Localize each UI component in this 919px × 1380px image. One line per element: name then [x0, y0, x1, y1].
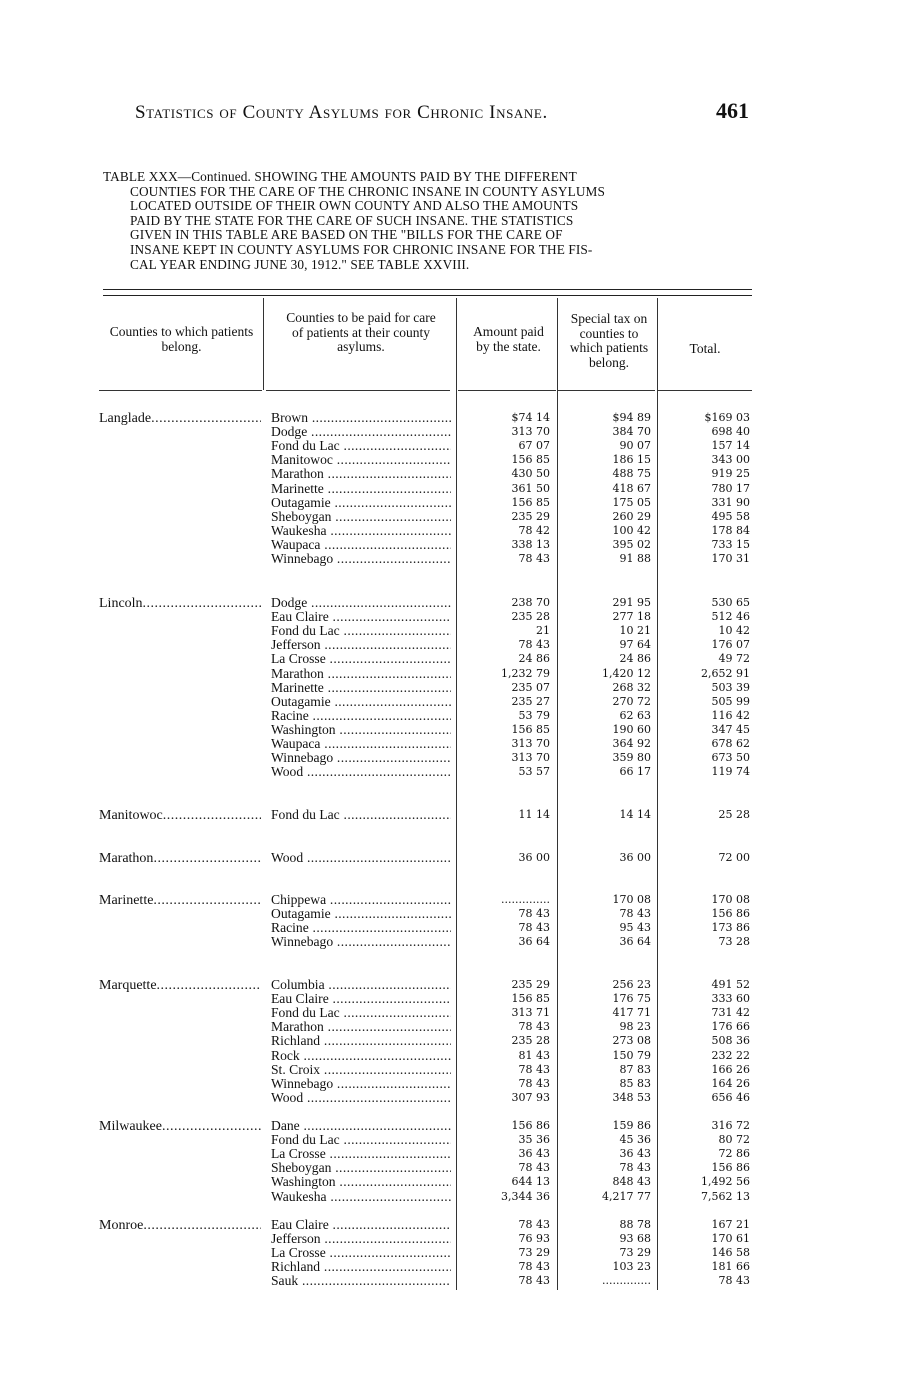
- special-tax-cell: 488 75: [612, 467, 651, 481]
- special-tax-cell: 98 23: [619, 1020, 651, 1034]
- amount-cell: 235 27: [511, 694, 550, 708]
- paid-to-cell: Wood .....: [271, 765, 451, 779]
- amount-cell: 78 43: [518, 1020, 550, 1034]
- amount-cell: 235 28: [511, 1034, 550, 1048]
- total-cell: 167 21: [711, 1218, 750, 1231]
- paid-to-cell: Brown .....: [271, 411, 451, 425]
- table-row: [0, 851, 919, 865]
- county-label: Monroe .....: [99, 1218, 261, 1234]
- special-tax-cell: 78 43: [619, 1161, 651, 1175]
- paid-to-cell: Manitowoc .....: [271, 453, 451, 467]
- special-tax-cell: 170 08: [612, 893, 651, 906]
- amount-cell: 53 57: [518, 765, 550, 779]
- special-tax-cell: 10 21: [619, 624, 651, 638]
- paid-to-cell: Outagamie .....: [271, 907, 451, 921]
- amount-cell: 313 70: [511, 737, 550, 750]
- header-bottom-rule: [266, 390, 450, 391]
- total-cell: 80 72: [718, 1133, 750, 1147]
- amount-cell: 21: [536, 624, 550, 638]
- amount-cell: 235 07: [511, 680, 550, 694]
- table-row: [0, 1274, 919, 1288]
- paid-to-cell: Winnebago .....: [271, 1077, 451, 1091]
- column-header-paid-to: Counties to be paid for care of patients at their county asylums.: [286, 310, 436, 355]
- amount-cell: 361 50: [511, 481, 550, 495]
- paid-to-cell: Wood .....: [271, 1091, 451, 1105]
- table-row: [0, 1218, 919, 1232]
- county-label: Langlade .....: [99, 411, 261, 427]
- special-tax-cell: 270 72: [612, 694, 651, 708]
- amount-cell: 1,232 79: [501, 666, 550, 680]
- table-row: [0, 1091, 919, 1105]
- table-row: [0, 1232, 919, 1246]
- total-cell: 176 07: [711, 638, 750, 652]
- table-row: [0, 1049, 919, 1063]
- paid-to-cell: Fond du Lac .....: [271, 1133, 451, 1147]
- amount-cell: ..............: [501, 893, 550, 906]
- total-cell: 72 86: [718, 1147, 750, 1161]
- total-cell: 678 62: [711, 737, 750, 750]
- amount-cell: 307 93: [511, 1090, 550, 1104]
- paid-to-cell: Jefferson .....: [271, 1232, 451, 1246]
- total-cell: 919 25: [711, 467, 750, 481]
- table-row: [0, 1020, 919, 1034]
- table-row: [0, 1260, 919, 1274]
- paid-to-cell: Marinette .....: [271, 482, 451, 496]
- amount-cell: 313 71: [511, 1006, 550, 1020]
- header-bottom-rule: [658, 390, 752, 391]
- paid-to-cell: Eau Claire .....: [271, 992, 451, 1006]
- table-row: [0, 439, 919, 453]
- paid-to-cell: Chippewa .....: [271, 893, 451, 907]
- paid-to-cell: La Crosse .....: [271, 652, 451, 666]
- table-caption: [103, 170, 753, 272]
- amount-cell: $74 14: [511, 411, 550, 424]
- table-row: [0, 552, 919, 566]
- paid-to-cell: Winnebago .....: [271, 751, 451, 765]
- amount-cell: 24 86: [518, 652, 550, 666]
- special-tax-cell: 62 63: [619, 708, 651, 722]
- paid-to-cell: St. Croix .....: [271, 1063, 451, 1077]
- paid-to-cell: Marathon .....: [271, 1020, 451, 1034]
- caption-line: CAL YEAR ENDING JUNE 30, 1912." SEE TABLE XXVIII.: [130, 256, 470, 272]
- table-row: [0, 709, 919, 723]
- special-tax-cell: 66 17: [619, 765, 651, 779]
- total-cell: 673 50: [711, 751, 750, 765]
- paid-to-cell: Richland .....: [271, 1034, 451, 1048]
- amount-cell: 313 70: [511, 425, 550, 439]
- amount-cell: 36 64: [518, 935, 550, 949]
- paid-to-cell: La Crosse .....: [271, 1147, 451, 1161]
- amount-cell: 78 43: [518, 1062, 550, 1076]
- total-cell: 170 61: [711, 1232, 750, 1246]
- total-cell: 156 86: [711, 907, 750, 921]
- paid-to-cell: Sheboygan .....: [271, 1161, 451, 1175]
- paid-to-cell: Richland .....: [271, 1260, 451, 1274]
- special-tax-cell: 36 43: [619, 1147, 651, 1161]
- special-tax-cell: 87 83: [619, 1062, 651, 1076]
- special-tax-cell: 100 42: [612, 523, 651, 537]
- special-tax-cell: 260 29: [612, 509, 651, 523]
- special-tax-cell: 1,420 12: [602, 666, 651, 680]
- amount-cell: 78 43: [518, 907, 550, 921]
- table-row: [0, 992, 919, 1006]
- column-header-special-tax: Special tax on counties to which patients belong.: [569, 311, 649, 370]
- total-cell: 2,652 91: [701, 666, 750, 680]
- page-number: 461: [716, 98, 749, 123]
- amount-cell: 78 43: [518, 1260, 550, 1274]
- amount-cell: 235 29: [511, 509, 550, 523]
- caption-line: LOCATED OUTSIDE OF THEIR OWN COUNTY AND ALSO THE AMOUNTS: [130, 198, 579, 214]
- table-row: [0, 1147, 919, 1161]
- header-bottom-rule: [558, 390, 655, 391]
- amount-cell: 78 43: [518, 552, 550, 565]
- amount-cell: 78 43: [518, 638, 550, 652]
- special-tax-cell: 848 43: [612, 1175, 651, 1189]
- total-cell: 316 72: [711, 1119, 750, 1132]
- page-header: [0, 96, 919, 126]
- special-tax-cell: 186 15: [612, 453, 651, 467]
- special-tax-cell: 103 23: [612, 1260, 651, 1274]
- total-cell: 146 58: [711, 1246, 750, 1260]
- paid-to-cell: Dodge .....: [271, 425, 451, 439]
- table-row: [0, 751, 919, 765]
- amount-cell: 73 29: [518, 1246, 550, 1260]
- table-row: [0, 1034, 919, 1048]
- table-row: [0, 538, 919, 552]
- table-row: [0, 467, 919, 481]
- amount-cell: 35 36: [518, 1133, 550, 1147]
- paid-to-cell: Outagamie .....: [271, 695, 451, 709]
- amount-cell: 156 85: [511, 453, 550, 467]
- table-row: [0, 1133, 919, 1147]
- table-row: [0, 1175, 919, 1189]
- amount-cell: 156 85: [511, 992, 550, 1006]
- paid-to-cell: Winnebago .....: [271, 552, 451, 566]
- county-label: Manitowoc .....: [99, 808, 261, 824]
- total-cell: 733 15: [711, 537, 750, 551]
- special-tax-cell: $94 89: [612, 411, 651, 424]
- caption-line: INSANE KEPT IN COUNTY ASYLUMS FOR CHRONIC INSANE FOR THE FIS-: [130, 241, 593, 257]
- paid-to-cell: Winnebago .....: [271, 935, 451, 949]
- amount-cell: 36 00: [518, 851, 550, 864]
- running-title: Statistics of County Asylums for Chronic Insane.: [135, 102, 548, 123]
- special-tax-cell: 93 68: [619, 1232, 651, 1246]
- special-tax-cell: 359 80: [612, 751, 651, 765]
- paid-to-cell: Racine .....: [271, 709, 451, 723]
- total-cell: 173 86: [711, 921, 750, 935]
- table-row: [0, 723, 919, 737]
- special-tax-cell: 36 00: [619, 851, 651, 864]
- total-cell: 505 99: [711, 694, 750, 708]
- paid-to-cell: Waukesha .....: [271, 524, 451, 538]
- amount-cell: 11 14: [518, 808, 550, 821]
- amount-cell: 235 29: [511, 978, 550, 991]
- table-row: [0, 1119, 919, 1133]
- amount-cell: 36 43: [518, 1147, 550, 1161]
- paid-to-cell: Wood .....: [271, 851, 451, 865]
- special-tax-cell: 45 36: [619, 1133, 651, 1147]
- special-tax-cell: 88 78: [619, 1218, 651, 1231]
- amount-cell: 238 70: [511, 596, 550, 609]
- amount-cell: 430 50: [511, 467, 550, 481]
- special-tax-cell: 85 83: [619, 1076, 651, 1090]
- special-tax-cell: 277 18: [612, 610, 651, 624]
- total-cell: 530 65: [711, 596, 750, 609]
- table-row: [0, 1063, 919, 1077]
- total-cell: 656 46: [711, 1090, 750, 1104]
- paid-to-cell: Dodge .....: [271, 596, 451, 610]
- paid-to-cell: Eau Claire .....: [271, 610, 451, 624]
- total-cell: 178 84: [711, 523, 750, 537]
- total-cell: 512 46: [711, 610, 750, 624]
- table-row: [0, 667, 919, 681]
- paid-to-cell: Fond du Lac .....: [271, 439, 451, 453]
- header-bottom-rule: [458, 390, 556, 391]
- total-cell: 164 26: [711, 1076, 750, 1090]
- total-cell: 333 60: [711, 992, 750, 1006]
- paid-to-cell: Waukesha .....: [271, 1190, 451, 1204]
- amount-cell: 78 43: [518, 1076, 550, 1090]
- special-tax-cell: 24 86: [619, 652, 651, 666]
- special-tax-cell: 36 64: [619, 935, 651, 949]
- table-row: [0, 482, 919, 496]
- paid-to-cell: Washington .....: [271, 723, 451, 737]
- special-tax-cell: 73 29: [619, 1246, 651, 1260]
- total-cell: 78 43: [718, 1274, 750, 1288]
- amount-cell: 78 43: [518, 921, 550, 935]
- total-cell: 7,562 13: [701, 1189, 750, 1203]
- special-tax-cell: 348 53: [612, 1090, 651, 1104]
- paid-to-cell: Sauk .....: [271, 1274, 451, 1288]
- special-tax-cell: 256 23: [612, 978, 651, 991]
- table-row: [0, 638, 919, 652]
- special-tax-cell: 91 88: [619, 552, 651, 565]
- special-tax-cell: 176 75: [612, 992, 651, 1006]
- amount-cell: 81 43: [518, 1048, 550, 1062]
- amount-cell: 76 93: [518, 1232, 550, 1246]
- amount-cell: 644 13: [511, 1175, 550, 1189]
- column-header-amount: Amount paid by the state.: [473, 324, 544, 354]
- total-cell: $169 03: [704, 411, 750, 424]
- amount-cell: 313 70: [511, 751, 550, 765]
- table-row: [0, 907, 919, 921]
- special-tax-cell: 273 08: [612, 1034, 651, 1048]
- paid-to-cell: Racine .....: [271, 921, 451, 935]
- total-cell: 331 90: [711, 495, 750, 509]
- amount-cell: 156 86: [511, 1119, 550, 1132]
- amount-cell: 338 13: [511, 537, 550, 551]
- paid-to-cell: Marathon .....: [271, 467, 451, 481]
- total-cell: 491 52: [711, 978, 750, 991]
- paid-to-cell: Sheboygan .....: [271, 510, 451, 524]
- special-tax-cell: 150 79: [612, 1048, 651, 1062]
- table-row: [0, 425, 919, 439]
- special-tax-cell: 395 02: [612, 537, 651, 551]
- total-cell: 780 17: [711, 481, 750, 495]
- total-cell: 49 72: [718, 652, 750, 666]
- special-tax-cell: 97 64: [619, 638, 651, 652]
- table-row: [0, 652, 919, 666]
- paid-to-cell: Marathon .....: [271, 667, 451, 681]
- table-row: [0, 496, 919, 510]
- amount-cell: 53 79: [518, 708, 550, 722]
- special-tax-cell: 4,217 77: [602, 1189, 651, 1203]
- table-row: [0, 411, 919, 425]
- table-row: [0, 624, 919, 638]
- special-tax-cell: 418 67: [612, 481, 651, 495]
- column-header-total: Total.: [689, 341, 721, 356]
- paid-to-cell: Dane .....: [271, 1119, 451, 1133]
- total-cell: 156 86: [711, 1161, 750, 1175]
- table-top-rule: [103, 289, 752, 296]
- paid-to-cell: Columbia .....: [271, 978, 451, 992]
- caption-line: TABLE XXX—Continued. SHOWING THE AMOUNTS PAID BY THE DIFFERENT: [103, 169, 577, 184]
- total-cell: 25 28: [718, 808, 750, 821]
- amount-cell: 78 42: [518, 523, 550, 537]
- caption-line: GIVEN IN THIS TABLE ARE BASED ON THE "BILLS FOR THE CARE OF: [130, 227, 563, 243]
- table-row: [0, 978, 919, 992]
- table-row: [0, 510, 919, 524]
- header-bottom-rule: [99, 390, 262, 391]
- total-cell: 698 40: [711, 425, 750, 439]
- total-cell: 508 36: [711, 1034, 750, 1048]
- table-row: [0, 1161, 919, 1175]
- table-row: [0, 596, 919, 610]
- paid-to-cell: Jefferson .....: [271, 638, 451, 652]
- total-cell: 10 42: [718, 624, 750, 638]
- table-row: [0, 1190, 919, 1204]
- caption-line: PAID BY THE STATE FOR THE CARE OF SUCH INSANE. THE STATISTICS: [130, 212, 574, 228]
- amount-cell: 78 43: [518, 1161, 550, 1175]
- paid-to-cell: Fond du Lac .....: [271, 808, 451, 822]
- total-cell: 170 08: [711, 893, 750, 906]
- amount-cell: 67 07: [518, 439, 550, 453]
- paid-to-cell: Marinette .....: [271, 681, 451, 695]
- amount-cell: 78 43: [518, 1274, 550, 1288]
- special-tax-cell: 417 71: [612, 1006, 651, 1020]
- total-cell: 176 66: [711, 1020, 750, 1034]
- special-tax-cell: 159 86: [612, 1119, 651, 1132]
- paid-to-cell: Fond du Lac .....: [271, 1006, 451, 1020]
- table-row: [0, 695, 919, 709]
- total-cell: 503 39: [711, 680, 750, 694]
- county-label: Marquette .....: [99, 978, 261, 994]
- total-cell: 181 66: [711, 1260, 750, 1274]
- total-cell: 73 28: [718, 935, 750, 949]
- amount-cell: 3,344 36: [501, 1189, 550, 1203]
- total-cell: 157 14: [711, 439, 750, 453]
- special-tax-cell: 175 05: [612, 495, 651, 509]
- total-cell: 119 74: [711, 765, 750, 779]
- special-tax-cell: 90 07: [619, 439, 651, 453]
- special-tax-cell: ..............: [602, 1274, 651, 1288]
- special-tax-cell: 384 70: [612, 425, 651, 439]
- table-row: [0, 808, 919, 822]
- total-cell: 166 26: [711, 1062, 750, 1076]
- table-row: [0, 453, 919, 467]
- paid-to-cell: Eau Claire .....: [271, 1218, 451, 1232]
- paid-to-cell: Outagamie .....: [271, 496, 451, 510]
- county-label: Milwaukee .....: [99, 1119, 261, 1135]
- county-label: Lincoln .....: [99, 596, 261, 612]
- special-tax-cell: 14 14: [619, 808, 651, 821]
- total-cell: 232 22: [711, 1048, 750, 1062]
- total-cell: 116 42: [711, 708, 750, 722]
- total-cell: 343 00: [711, 453, 750, 467]
- table-row: [0, 1077, 919, 1091]
- table-row: [0, 893, 919, 907]
- table-row: [0, 737, 919, 751]
- total-cell: 347 45: [711, 722, 750, 736]
- county-label: Marinette .....: [99, 893, 261, 909]
- caption-line: COUNTIES FOR THE CARE OF THE CHRONIC INSANE IN COUNTY ASYLUMS: [130, 183, 605, 199]
- special-tax-cell: 291 95: [612, 596, 651, 609]
- county-label: Marathon .....: [99, 851, 261, 867]
- special-tax-cell: 364 92: [612, 737, 651, 750]
- paid-to-cell: Washington .....: [271, 1175, 451, 1189]
- table-row: [0, 1246, 919, 1260]
- table-row: [0, 935, 919, 949]
- column-divider: [263, 298, 264, 390]
- table-row: [0, 610, 919, 624]
- special-tax-cell: 95 43: [619, 921, 651, 935]
- table-row: [0, 1006, 919, 1020]
- total-cell: 72 00: [718, 851, 750, 864]
- paid-to-cell: Waupaca .....: [271, 538, 451, 552]
- amount-cell: 78 43: [518, 1218, 550, 1231]
- amount-cell: 156 85: [511, 495, 550, 509]
- column-header-county: Counties to which patients belong.: [109, 324, 254, 354]
- paid-to-cell: Fond du Lac .....: [271, 624, 451, 638]
- special-tax-cell: 78 43: [619, 907, 651, 921]
- table-row: [0, 524, 919, 538]
- paid-to-cell: Waupaca .....: [271, 737, 451, 751]
- amount-cell: 235 28: [511, 610, 550, 624]
- paid-to-cell: La Crosse .....: [271, 1246, 451, 1260]
- total-cell: 495 58: [711, 509, 750, 523]
- table-row: [0, 681, 919, 695]
- table-row: [0, 765, 919, 779]
- special-tax-cell: 190 60: [612, 722, 651, 736]
- total-cell: 731 42: [711, 1006, 750, 1020]
- total-cell: 1,492 56: [701, 1175, 750, 1189]
- total-cell: 170 31: [711, 552, 750, 565]
- paid-to-cell: Rock .....: [271, 1049, 451, 1063]
- table-row: [0, 921, 919, 935]
- amount-cell: 156 85: [511, 722, 550, 736]
- special-tax-cell: 268 32: [612, 680, 651, 694]
